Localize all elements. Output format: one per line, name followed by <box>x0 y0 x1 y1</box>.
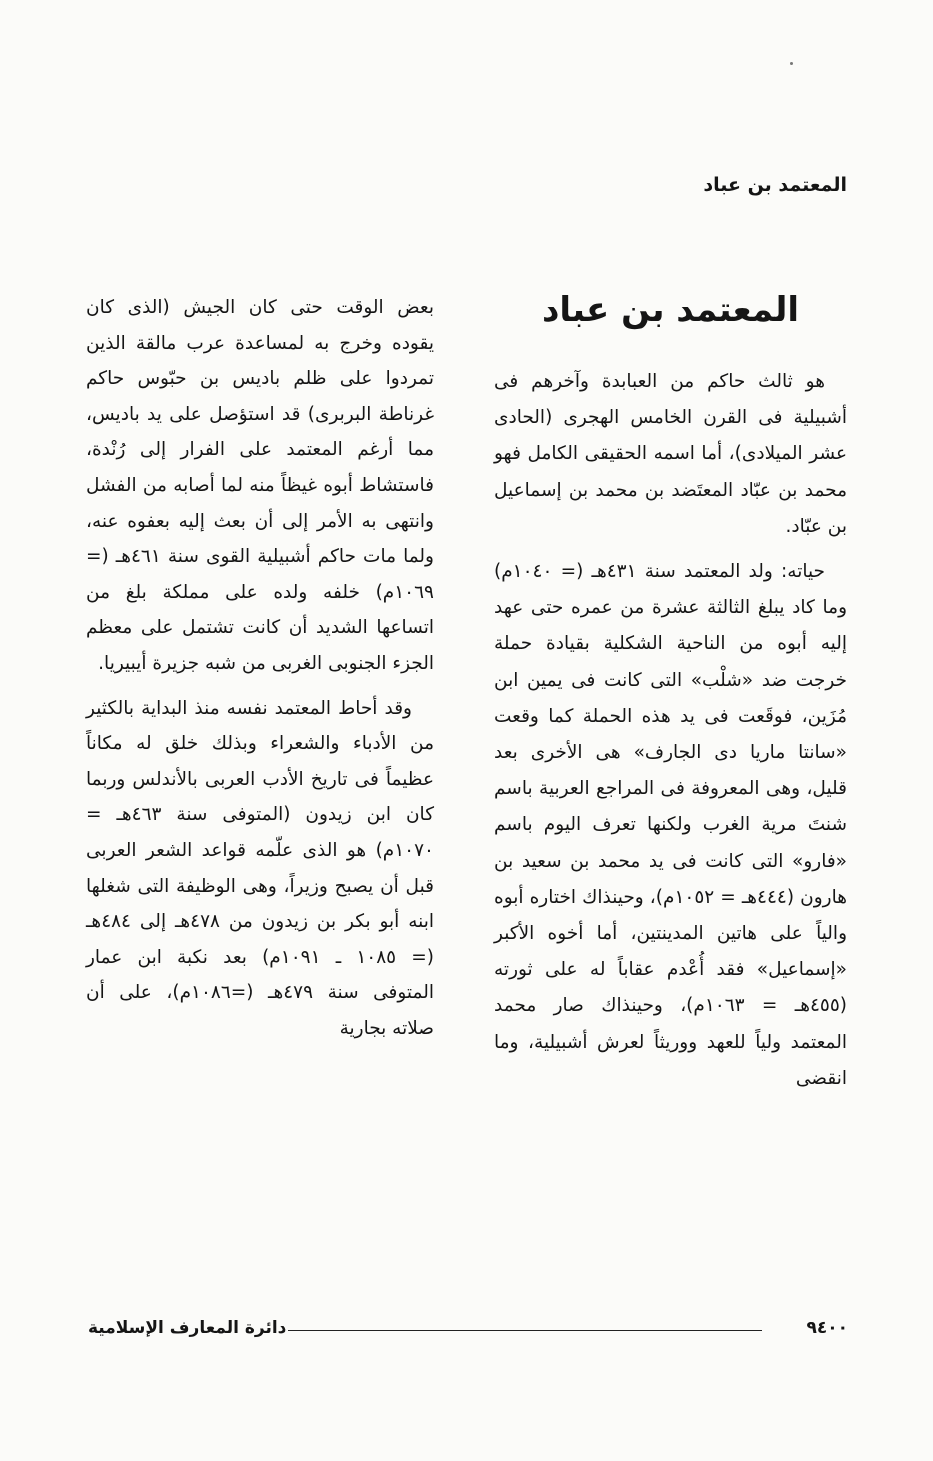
footer-divider <box>288 1330 762 1331</box>
right-column <box>494 290 847 1106</box>
paragraph: حياته: ولد المعتمد سنة ٤٣١هـ (= ١٠٤٠م) وما كاد يبلغ الثالثة عشرة من عمره حتى عهد إليه أبوه من الناحية الشكلية بقيادة حملة خرجت ضد «شلْب» التى كانت فى يمين ابن مُزَين، فوقَعت فى يد هذه الحملة كما وقعت «سانتا ماريا دى الجارف» هى الأخرى بعد قليل، وهى المعروفة فى المراجع العربية باسم شنتَ مرية الغرب ولكنها تعرف اليوم باسم «فارو» التى كانت فى يد محمد بن سعيد بن هارون (٤٤٤هـ = ١٠٥٢م)، وحينذاك اختاره أبوه والياً على هاتين المدينتين، أما أخوه الأكبر «إسماعيل» فقد أُعْدم عقاباً له على ثورته (٤٥٥هـ = ١٠٦٣م)، وحينذاك صار محمد المعتمد ولياً للعهد ووريثاً لعرش أشبيلية، وما انقضى <box>494 561 847 1089</box>
running-header: المعتمد بن عباد <box>703 174 847 196</box>
left-column <box>86 290 434 1055</box>
page-number: ٩٤٠٠ <box>806 1318 848 1338</box>
paragraph: وقد أحاط المعتمد نفسه منذ البداية بالكثير من الأدباء والشعراء وبذلك خلق له مكاناً عظيماً فى تاريخ الأدب العربى بالأندلس وربما كان ابن زيدون (المتوفى سنة ٤٦٣هـ = ١٠٧٠م) هو الذى علّمه قواعد الشعر العربى قبل أن يصبح وزيراً، وهى الوظيفة التى شغلها ابنه أبو بكر بن زيدون من ٤٧٨هـ إلى ٤٨٤هـ (= ١٠٨٥ ـ ١٠٩١م) بعد نكبة ابن عمار المتوفى سنة ٤٧٩هـ (=١٠٨٦م)، على أن صلاته بجارية <box>86 697 435 1039</box>
scan-speck <box>790 62 793 65</box>
article-title: المعتمد بن عباد <box>541 290 800 330</box>
paragraph: هو ثالث حاكم من العبابدة وآخرهم فى أشبيلية فى القرن الخامس الهجرى (الحادى عشر الميلادى)، أما اسمه الحقيقى الكامل فهو محمد بن عبّاد المعتَضد بن محمد بن إسماعيل بن عبّاد. <box>494 371 847 537</box>
right-column-text <box>494 364 847 1097</box>
paragraph: بعض الوقت حتى كان الجيش (الذى كان يقوده وخرج به لمساعدة عرب مالقة الذين تمردوا على ظلم باديس بن حبّوس حاكم غرناطة البربرى) قد استؤصل على يد باديس، مما أرغم المعتمد على الفرار إلى رُنْدة، فاستشاط أبوه غيظاً منه لما أصابه من الفشل وانتهى به الأمر إلى أن بعث إليه بعفوه عنه، ولما مات حاكم أشبيلية القوى سنة ٤٦١هـ (= ١٠٦٩م) خلفه ولده على مملكة بلغ من اتساعها الشديد أن كانت تشتمل على معظم الجزء الجنوبى الغربى من شبه جزيرة أيبيريا. <box>86 297 434 674</box>
page-footer <box>88 1318 848 1342</box>
publication-name: دائرة المعارف الإسلامية <box>88 1318 287 1338</box>
left-column-text <box>86 290 434 1046</box>
